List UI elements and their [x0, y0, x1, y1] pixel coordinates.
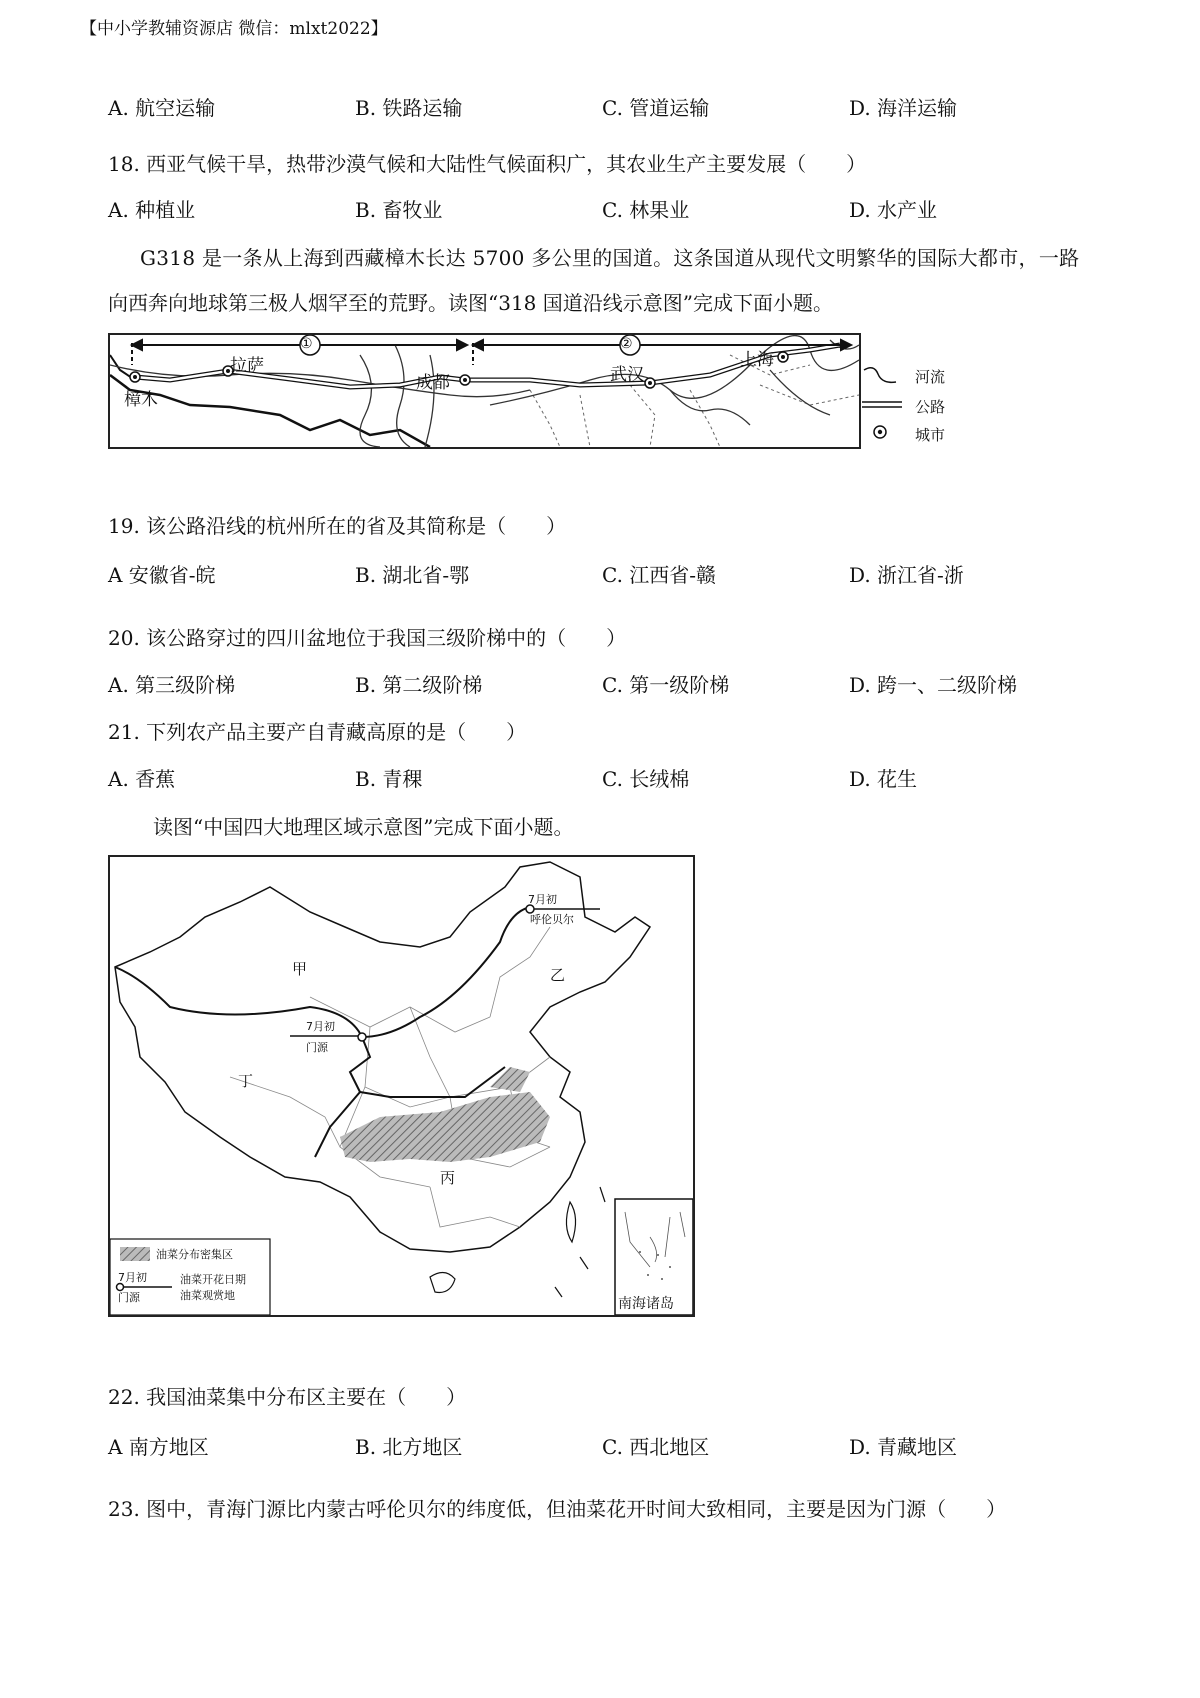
- q22-option-d[interactable]: D. 青藏地区: [849, 1435, 958, 1459]
- q18-option-a[interactable]: A. 种植业: [108, 198, 196, 222]
- legend-city-label: 城市: [915, 426, 946, 444]
- menyuan-date-label: 7月初: [306, 1020, 335, 1033]
- legend-dense-label: 油菜分布密集区: [156, 1248, 233, 1261]
- q18-stem: 18. 西亚气候干旱，热带沙漠气候和大陆性气候面积广，其农业生产主要发展（ ）: [108, 152, 867, 176]
- q20-option-b[interactable]: B. 第二级阶梯: [355, 673, 483, 697]
- legend-river-label: 河流: [915, 368, 946, 386]
- city-chengdu-label: 成都: [416, 373, 450, 393]
- q21-stem: 21. 下列农产品主要产自青藏高原的是（ ）: [108, 720, 527, 744]
- q18-option-d[interactable]: D. 水产业: [849, 198, 938, 222]
- q21-option-a[interactable]: A. 香蕉: [108, 767, 176, 791]
- q18-option-b[interactable]: B. 畜牧业: [355, 198, 443, 222]
- q21-option-d[interactable]: D. 花生: [849, 767, 918, 791]
- q20-option-a[interactable]: A. 第三级阶梯: [108, 673, 236, 697]
- q19-option-a[interactable]: A 安徽省-皖: [108, 563, 216, 587]
- passage1-line1: G318 是一条从上海到西藏樟木长达 5700 多公里的国道。这条国道从现代文明繁华的国际大都市，一路: [140, 246, 1080, 270]
- segment-1-label: ①: [300, 336, 313, 352]
- q20-option-c[interactable]: C. 第一级阶梯: [602, 673, 730, 697]
- q21-option-c[interactable]: C. 长绒棉: [602, 767, 690, 791]
- hulunbuir-date-label: 7月初: [528, 893, 557, 906]
- legend-road-label: 公路: [915, 398, 946, 416]
- q21-option-b[interactable]: B. 青稞: [355, 767, 423, 791]
- q22-option-b[interactable]: B. 北方地区: [355, 1435, 463, 1459]
- legend-date-label: 7月初: [118, 1271, 147, 1284]
- region-bing-label: 丙: [440, 1169, 456, 1187]
- q19-option-b[interactable]: B. 湖北省-鄂: [355, 563, 470, 587]
- q23-stem: 23. 图中，青海门源比内蒙古呼伦贝尔的纬度低，但油菜花开时间大致相同，主要是因为门源（ ）: [108, 1497, 1007, 1521]
- q20-stem: 20. 该公路穿过的四川盆地位于我国三级阶梯中的（ ）: [108, 626, 627, 650]
- legend-desc2-label: 油菜观赏地: [180, 1289, 235, 1302]
- q17-option-c[interactable]: C. 管道运输: [602, 96, 710, 120]
- q22-option-a[interactable]: A 南方地区: [108, 1435, 209, 1459]
- hulunbuir-name-label: 呼伦贝尔: [530, 913, 574, 926]
- south-sea-islands-label: 南海诸岛: [618, 1296, 674, 1312]
- q22-stem: 22. 我国油菜集中分布区主要在（ ）: [108, 1385, 467, 1409]
- region-ding-label: 丁: [238, 1072, 254, 1090]
- menyuan-name-label: 门源: [306, 1041, 328, 1054]
- q19-option-d[interactable]: D. 浙江省-浙: [849, 563, 964, 587]
- china-map-graphic: [110, 857, 693, 1315]
- q19-stem: 19. 该公路沿线的杭州所在的省及其简称是（ ）: [108, 514, 567, 538]
- city-shanghai-label: 上海: [740, 350, 774, 370]
- q22-option-c[interactable]: C. 西北地区: [602, 1435, 710, 1459]
- page-header: 【中小学教辅资源店 微信：mlxt2022】: [80, 19, 388, 39]
- city-zhangmu-label: 樟木: [124, 390, 158, 410]
- q18-option-c[interactable]: C. 林果业: [602, 198, 690, 222]
- passage2: 读图“中国四大地理区域示意图”完成下面小题。: [153, 815, 574, 839]
- q20-option-d[interactable]: D. 跨一、二级阶梯: [849, 673, 1018, 697]
- q19-option-c[interactable]: C. 江西省-赣: [602, 563, 717, 587]
- region-jia-label: 甲: [292, 960, 308, 978]
- segment-2-label: ②: [620, 336, 633, 352]
- q17-option-d[interactable]: D. 海洋运输: [849, 96, 958, 120]
- legend-desc1-label: 油菜开花日期: [180, 1273, 246, 1286]
- china-regions-map: [108, 855, 695, 1317]
- city-lhasa-label: 拉萨: [230, 356, 264, 376]
- g318-map-legend-symbols: [860, 362, 906, 442]
- passage1-line2: 向西奔向地球第三极人烟罕至的荒野。读图“318 国道沿线示意图”完成下面小题。: [108, 291, 833, 315]
- q17-option-b[interactable]: B. 铁路运输: [355, 96, 463, 120]
- region-yi-label: 乙: [550, 966, 566, 984]
- city-wuhan-label: 武汉: [610, 365, 644, 385]
- q17-option-a[interactable]: A. 航空运输: [108, 96, 216, 120]
- legend-name-label: 门源: [118, 1291, 140, 1304]
